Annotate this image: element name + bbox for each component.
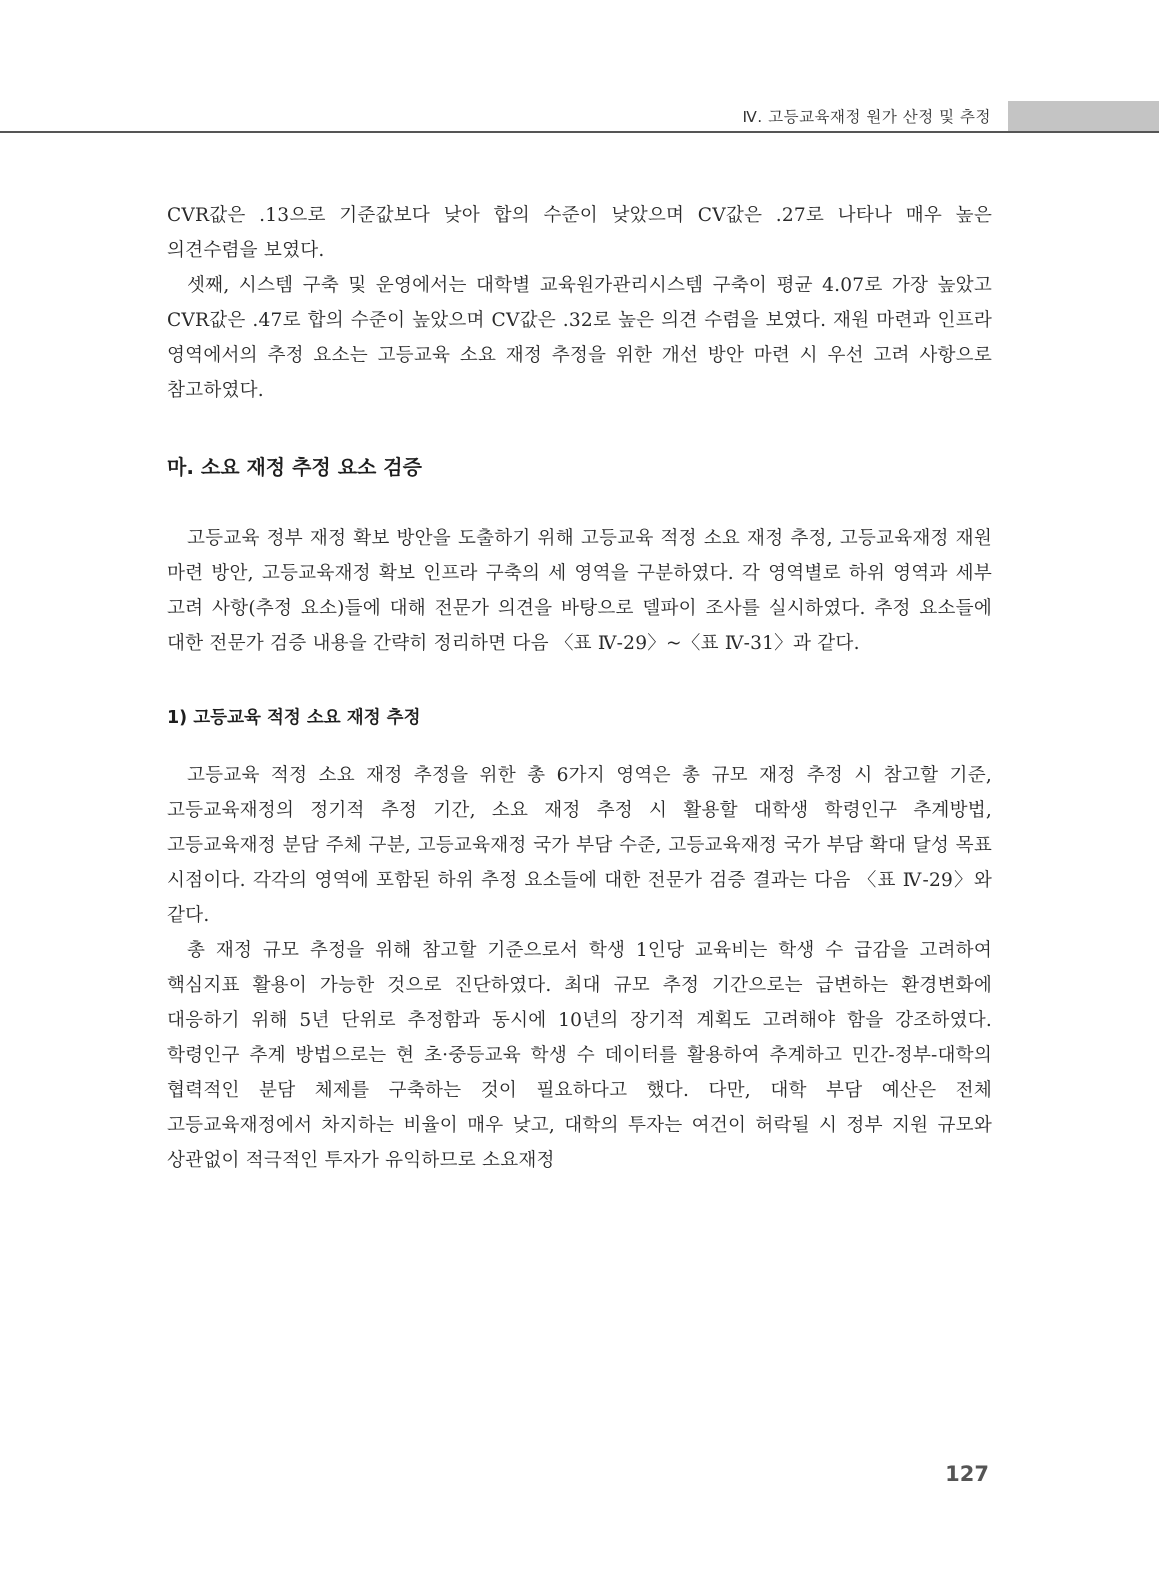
running-header-title: Ⅳ. 고등교육재정 원가 산정 및 추정 [742,108,991,126]
header-gray-tab [1008,101,1159,131]
paragraph-section-intro: 고등교육 정부 재정 확보 방안을 도출하기 위해 고등교육 적정 소요 재정 추정, 고등교육재정 재원 마련 방안, 고등교육재정 확보 인프라 구축의 세 영역을 구분하였다. 각 영역별로 하위 영역과 세부 고려 사항(추정 요소)들에 대해 전문가 의견을 바탕으로 델파이 조사를 실시하였다. 추정 요소들에 대한 전문가 검증 내용을 간략히 정리하면 다음 〈표 Ⅳ-29〉~〈표 Ⅳ-31〉과 같다. [167,528,992,654]
section-heading: 마. 소요 재정 추정 요소 검증 [167,455,422,479]
page-number: 127 [945,1462,989,1486]
paragraph-total-scale: 총 재정 규모 추정을 위해 참고할 기준으로서 학생 1인당 교육비는 학생 수 급감을 고려하여 핵심지표 활용이 가능한 것으로 진단하였다. 최대 규모 추정 기간으로는 급변하는 환경변화에 대응하기 위해 5년 단위로 추정함과 동시에 10년의 장기적 계획도 고려해야 함을 강조하였다. 학령인구 추계 방법으로는 현 초·중등교육 학생 수 데이터를 활용하여 추계하고 민간-정부-대학의 협력적인 분담 체제를 구축하는 것이 필요하다고 했다. 다만, 대학 부담 예산은 전체 고등교육재정에서 차지하는 비율이 매우 낮고, 대학의 투자는 여건이 허락될 시 정부 지원 규모와 상관없이 적극적인 투자가 유익하므로 소요재정 [167,940,992,1171]
paragraph-system-build: 셋째, 시스템 구축 및 운영에서는 대학별 교육원가관리시스템 구축이 평균 4.07로 가장 높았고 CVR값은 .47로 합의 수준이 높았으며 CV값은 .32로 높은 의견 수렴을 보였다. 재원 마련과 인프라 영역에서의 추정 요소는 고등교육 소요 재정 추정을 위한 개선 방안 마련 시 우선 고려 사항으로 참고하였다. [167,275,992,401]
paragraph-cvr-continuation: CVR값은 .13으로 기준값보다 낮아 합의 수준이 낮았으며 CV값은 .27로 나타나 매우 높은 의견수렴을 보였다. [167,205,992,261]
page-body [167,198,992,1178]
subsection-heading: 1) 고등교육 적정 소요 재정 추정 [167,708,421,728]
paragraph-six-areas: 고등교육 적정 소요 재정 추정을 위한 총 6가지 영역은 총 규모 재정 추정 시 참고할 기준, 고등교육재정의 정기적 추정 기간, 소요 재정 추정 시 활용할 대학생 학령인구 추계방법, 고등교육재정 분담 주체 구분, 고등교육재정 국가 부담 수준, 고등교육재정 국가 부담 확대 달성 목표 시점이다. 각각의 영역에 포함된 하위 추정 요소들에 대한 전문가 검증 결과는 다음 〈표 Ⅳ-29〉와 같다. [167,765,992,926]
header-rule [0,131,1159,133]
